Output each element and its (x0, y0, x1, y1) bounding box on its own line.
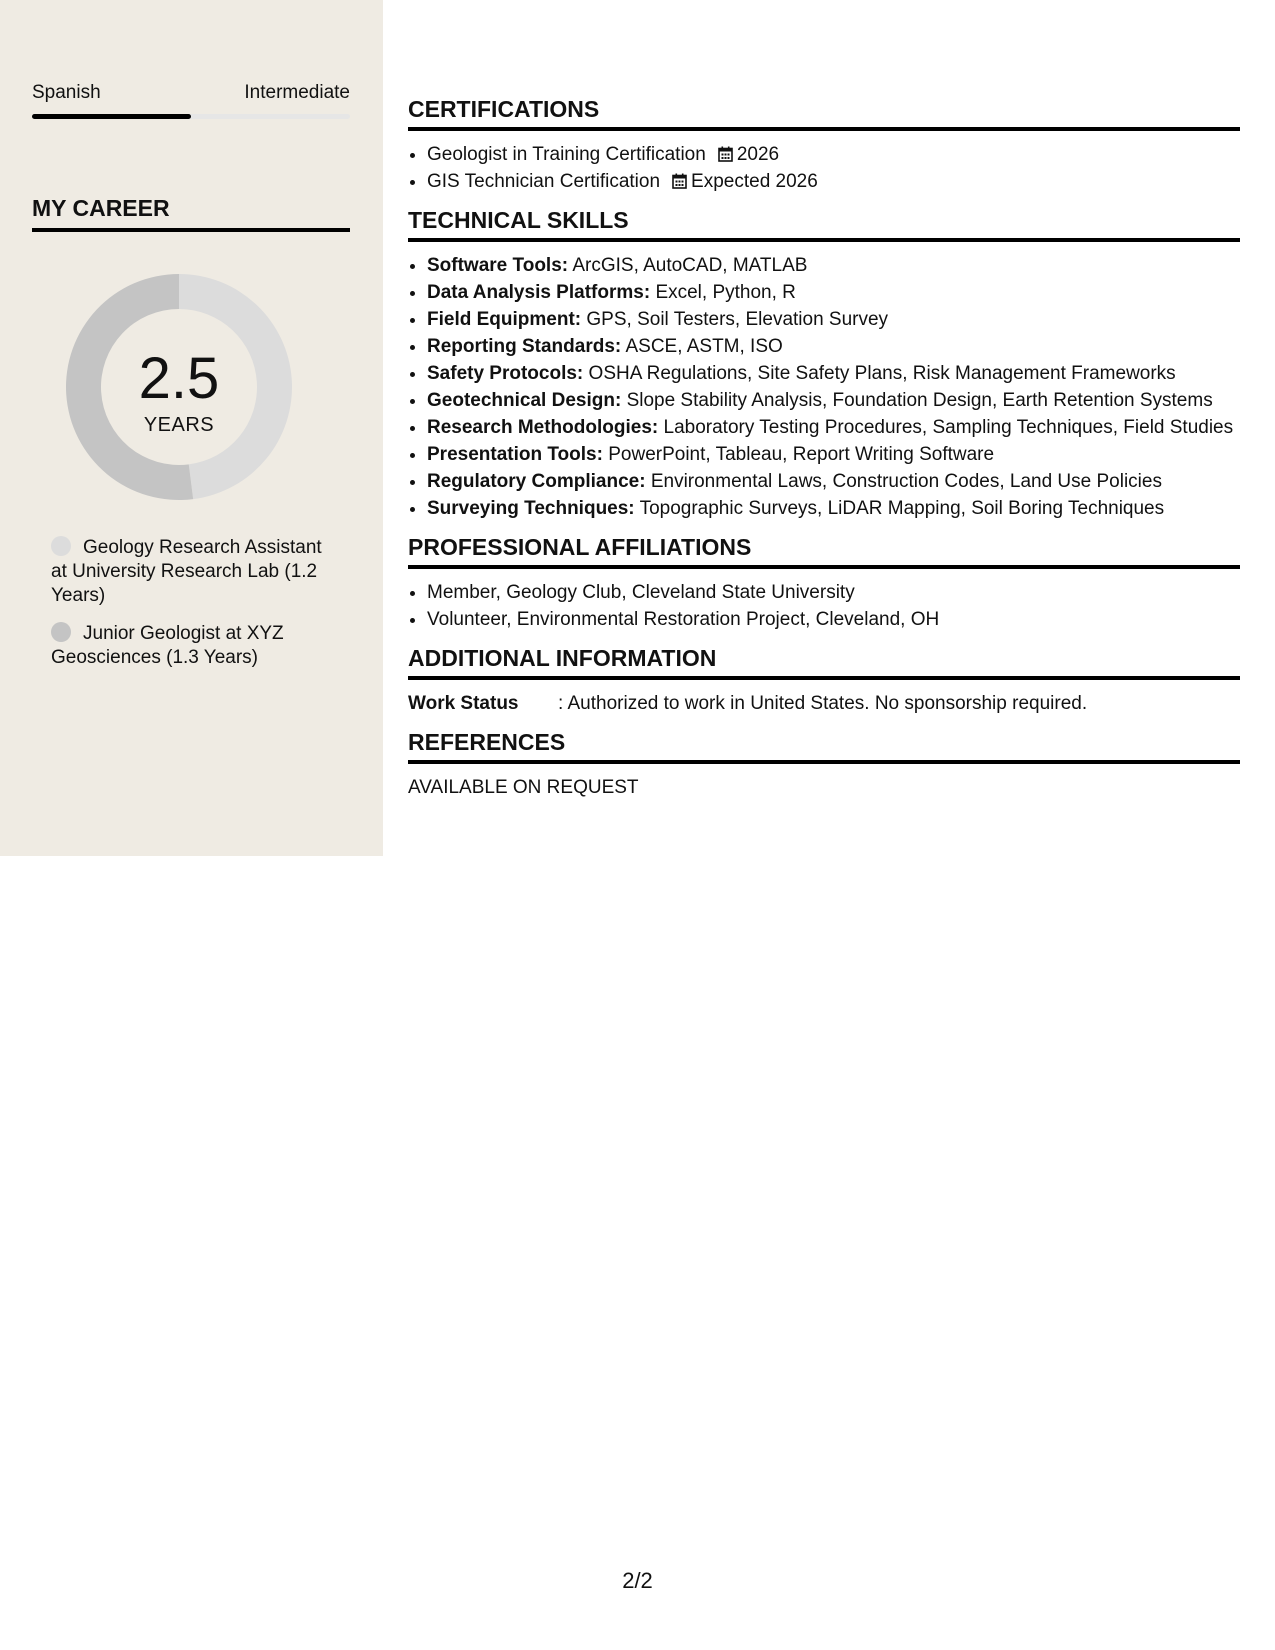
career-item-label: Geology Research Assistant at University Research Lab (1.2 Years) (51, 537, 322, 606)
skill-item (427, 414, 1240, 441)
skill-value: PowerPoint, Tableau, Report Writing Software (608, 444, 995, 465)
references-heading: REFERENCES (408, 729, 1240, 764)
skill-value: Slope Stability Analysis, Foundation Design, Earth Retention Systems (626, 390, 1213, 411)
skill-value: Environmental Laws, Construction Codes, Land Use Policies (650, 471, 1162, 492)
skill-value: ArcGIS, AutoCAD, MATLAB (572, 255, 808, 276)
career-item-label: Junior Geologist at XYZ Geosciences (1.3 Years) (51, 623, 284, 668)
certifications-section (408, 96, 1240, 195)
work-status-label: Work Status (408, 693, 519, 714)
work-status-value: : Authorized to work in United States. No sponsorship required. (558, 693, 1088, 714)
skill-value: Topographic Surveys, LiDAR Mapping, Soil Boring Techniques (639, 498, 1165, 519)
career-legend-dot (51, 536, 71, 556)
main-content (408, 96, 1240, 813)
career-heading: MY CAREER (32, 195, 350, 232)
certification-date: 2026 (736, 144, 780, 165)
language-proficiency-bar (32, 114, 350, 119)
skill-label: Regulatory Compliance: (427, 471, 646, 492)
additional-section (408, 645, 1240, 717)
certification-name: Geologist in Training Certification (427, 144, 706, 165)
sidebar (0, 0, 383, 856)
career-list (51, 536, 331, 684)
skill-item (427, 306, 1240, 333)
skill-label: Safety Protocols: (427, 363, 584, 384)
language-level: Intermediate (244, 82, 350, 103)
skills-list (408, 252, 1240, 522)
skill-label: Research Methodologies: (427, 417, 659, 438)
skills-heading: TECHNICAL SKILLS (408, 207, 1240, 242)
skill-label: Field Equipment: (427, 309, 582, 330)
language-proficiency-fill (32, 114, 191, 119)
career-total-unit: YEARS (143, 414, 215, 436)
skill-label: Software Tools: (427, 255, 569, 276)
skill-value: Excel, Python, R (655, 282, 796, 303)
affiliation-item: • Member, Geology Club, Cleveland State University (427, 579, 1240, 606)
skill-value: ASCE, ASTM, ISO (625, 336, 783, 357)
references-section (408, 729, 1240, 801)
skills-section (408, 207, 1240, 522)
certification-name: GIS Technician Certification (427, 171, 661, 192)
skill-item (427, 495, 1240, 522)
certification-item (427, 141, 1240, 168)
skill-item (427, 360, 1240, 387)
affiliation-item: • Volunteer, Environmental Restoration Project, Cleveland, OH (427, 606, 1240, 633)
certifications-list (408, 141, 1240, 195)
skill-label: Surveying Techniques: (427, 498, 635, 519)
skill-item (427, 279, 1240, 306)
skill-label: Data Analysis Platforms: (427, 282, 651, 303)
calendar-icon (672, 170, 687, 186)
skill-item (427, 333, 1240, 360)
affiliations-list (408, 579, 1240, 633)
language-row (32, 82, 350, 104)
skill-value: GPS, Soil Testers, Elevation Survey (586, 309, 889, 330)
skill-value: Laboratory Testing Procedures, Sampling Techniques, Field Studies (663, 417, 1234, 438)
affiliations-heading: PROFESSIONAL AFFILIATIONS (408, 534, 1240, 569)
certification-date: Expected 2026 (691, 171, 818, 192)
page-number: 2/2 (622, 1568, 653, 1593)
skill-item (427, 252, 1240, 279)
additional-heading: ADDITIONAL INFORMATION (408, 645, 1240, 680)
affiliations-section (408, 534, 1240, 633)
career-item (51, 536, 331, 608)
career-total-value: 2.5 (138, 346, 220, 411)
calendar-icon (718, 143, 733, 159)
career-legend-dot (51, 622, 71, 642)
certification-item (427, 168, 1240, 195)
skill-value: OSHA Regulations, Site Safety Plans, Risk Management Frameworks (588, 363, 1176, 384)
work-status-row (408, 690, 1240, 717)
skill-item (427, 468, 1240, 495)
career-item (51, 622, 331, 670)
skill-item (427, 387, 1240, 414)
language-name: Spanish (32, 82, 101, 103)
certifications-heading: CERTIFICATIONS (408, 96, 1240, 131)
skill-label: Reporting Standards: (427, 336, 622, 357)
skill-label: Geotechnical Design: (427, 390, 622, 411)
references-text: AVAILABLE ON REQUEST (408, 777, 639, 798)
skill-item (427, 441, 1240, 468)
skill-label: Presentation Tools: (427, 444, 603, 465)
career-total (66, 346, 292, 437)
